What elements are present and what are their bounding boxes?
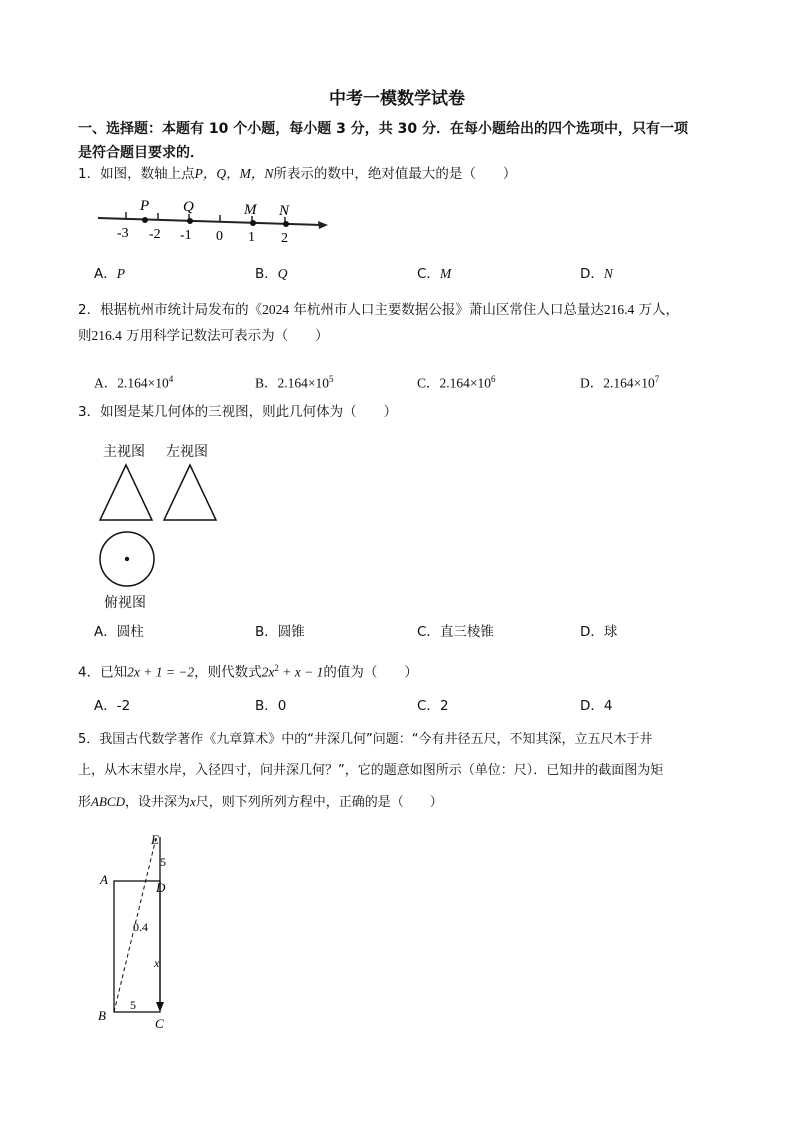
point-p [142, 217, 148, 223]
option-key: D． [580, 624, 604, 640]
question-text: ，设井深为 [124, 795, 190, 810]
option-value: 2 [439, 698, 449, 714]
option-a[interactable] [94, 696, 130, 716]
option-value: 圆锥 [277, 624, 305, 640]
point-label-c: C [155, 1016, 164, 1031]
point-label-b: B [98, 1008, 106, 1023]
population-value: 216.4 [603, 302, 635, 317]
question-text: 年杭州市人口主要数据公报》萧山区常住人口总量达 [289, 302, 604, 318]
option-key: B． [255, 698, 278, 714]
side-view-triangle [164, 465, 216, 520]
option-value: 4 [603, 698, 613, 714]
question-text: 尺，则下列所列方程中，正确的是（ ） [195, 795, 443, 810]
option-c[interactable] [417, 369, 496, 394]
tick-label: 2 [281, 231, 288, 246]
question-text: 万用科学记数法可表示为（ ） [121, 328, 329, 344]
option-key: C． [417, 698, 440, 714]
question-text: 根据杭州市统计局发布的《 [100, 302, 263, 318]
expression-exponent: 2 [274, 663, 279, 673]
question-line [78, 297, 758, 323]
option-b[interactable] [255, 696, 286, 716]
option-value: P [116, 266, 125, 281]
question-text: 如图是某几何体的三视图，则此几何体为（ ） [100, 404, 398, 420]
question-text: 形 [78, 795, 92, 810]
question-text: ，则代数式 [194, 664, 262, 681]
label-m: M [244, 202, 257, 218]
three-views-triangles [96, 462, 221, 524]
tick-label: 1 [248, 230, 255, 245]
option-key: C． [417, 266, 440, 282]
expression: 2x [261, 664, 275, 680]
page-title: 中考一模数学试卷 [329, 89, 465, 109]
point-labels: P，Q，M，N [194, 166, 274, 181]
option-key: D． [580, 375, 604, 391]
question-text: 万人， [634, 302, 680, 318]
tick-label: -2 [149, 227, 161, 242]
option-key: C． [417, 624, 440, 640]
option-key: C． [417, 375, 440, 391]
question-text: 的值为（ ） [323, 664, 418, 681]
option-a[interactable] [94, 369, 173, 394]
length-label-04: 0.4 [133, 920, 148, 934]
option-key: A． [94, 698, 117, 714]
question-number: 5． [78, 732, 100, 747]
option-value: 0 [277, 698, 287, 714]
tick-label: -1 [180, 228, 192, 243]
option-exponent: 6 [491, 374, 496, 384]
option-value: 圆柱 [116, 624, 144, 640]
option-key: B． [255, 266, 278, 282]
option-c[interactable] [417, 622, 494, 642]
option-d[interactable] [580, 264, 613, 284]
question-text: 则 [78, 328, 92, 344]
question-number: 2． [78, 302, 101, 318]
point-label-d: D [156, 880, 166, 895]
option-value: 球 [603, 624, 618, 640]
question-3 [78, 399, 758, 425]
well-rectangle [114, 881, 160, 1012]
option-a[interactable] [94, 264, 125, 284]
option-b[interactable] [255, 264, 288, 284]
year-value: 2024 [262, 302, 290, 317]
option-b[interactable] [255, 622, 305, 642]
option-key: B． [255, 375, 278, 391]
option-value: 2.164×10 [117, 375, 169, 391]
section-heading-line2: 是符合题目要求的． [78, 145, 204, 161]
view-label-front: 主视图 [103, 444, 145, 460]
option-key: A． [94, 375, 118, 391]
option-key: A． [94, 624, 117, 640]
front-view-triangle [100, 465, 152, 520]
option-value: 2.164×10 [603, 375, 655, 391]
option-exponent: 5 [329, 374, 334, 384]
option-key: D． [580, 266, 604, 282]
option-value: 2.164×10 [277, 375, 330, 391]
question-text: 已知 [100, 664, 128, 681]
view-label-side: 左视图 [166, 444, 208, 460]
option-c[interactable] [417, 264, 451, 284]
option-value: -2 [116, 698, 131, 714]
question-text: 如图，数轴上点 [100, 166, 195, 182]
label-p: P [140, 198, 150, 214]
top-view-figure [96, 529, 158, 591]
point-label-e: E [151, 832, 159, 847]
option-value: 直三棱锥 [439, 624, 494, 640]
rectangle-label: ABCD [91, 794, 125, 809]
question-5 [78, 724, 758, 818]
view-label-top: 俯视图 [104, 595, 146, 611]
point-n [283, 221, 289, 227]
length-label-x: x [154, 956, 160, 970]
option-d[interactable] [580, 622, 617, 642]
label-q: Q [183, 199, 194, 215]
expression: + x − 1 [278, 664, 324, 680]
option-key: D． [580, 698, 604, 714]
length-label-bc: 5 [130, 998, 136, 1012]
question-number: 1． [78, 166, 101, 182]
option-key: B． [255, 624, 278, 640]
population-value: 216.4 [91, 328, 122, 343]
option-d[interactable] [580, 369, 659, 394]
question-2 [78, 297, 758, 349]
variable-x: x [189, 794, 196, 809]
tick-label: -3 [117, 226, 129, 241]
question-number: 4． [78, 664, 101, 681]
option-value: 2.164×10 [439, 375, 492, 391]
question-1 [78, 161, 758, 187]
point-label-a: A [100, 872, 108, 887]
option-c[interactable] [417, 696, 449, 716]
option-b[interactable] [255, 369, 334, 394]
point-m [250, 220, 256, 226]
option-value: N [603, 266, 613, 281]
option-value: M [439, 266, 452, 281]
option-a[interactable] [94, 622, 144, 642]
point-q [187, 218, 193, 224]
section-heading [78, 117, 758, 165]
option-value: Q [277, 266, 288, 281]
question-4 [78, 655, 758, 686]
question-text: 我国古代数学著作《九章算术》中的“井深几何”问题：“今有井径五尺，不知其深，立五尺木于井 [99, 732, 653, 747]
number-line-figure [92, 190, 332, 250]
length-label-ed: 5 [160, 855, 166, 869]
number-line-arrow [318, 221, 328, 229]
option-key: A． [94, 266, 117, 282]
question-line [78, 323, 758, 349]
depth-arrow-head [156, 1002, 164, 1012]
label-n: N [279, 203, 290, 219]
well-figure [92, 826, 182, 1034]
option-d[interactable] [580, 696, 613, 716]
tick-label: 0 [216, 229, 223, 244]
question-line [78, 724, 758, 755]
option-exponent: 4 [168, 374, 174, 384]
question-line [78, 786, 758, 818]
question-line: 上，从木末望水岸，入径四寸，问井深几何？”，它的题意如图所示（单位：尺）．已知井的截面图为矩 [78, 763, 664, 778]
section-heading-line1: 一、选择题：本题有 10 个小题，每小题 3 分，共 30 分．在每小题给出的四个选项中，只有一项 [78, 121, 688, 137]
option-exponent: 7 [654, 374, 660, 384]
top-view-center-dot [125, 557, 129, 561]
question-number: 3． [78, 404, 101, 420]
question-text: 所表示的数中，绝对值最大的是（ ） [273, 166, 517, 182]
equation: 2x + 1 = −2 [127, 664, 195, 680]
